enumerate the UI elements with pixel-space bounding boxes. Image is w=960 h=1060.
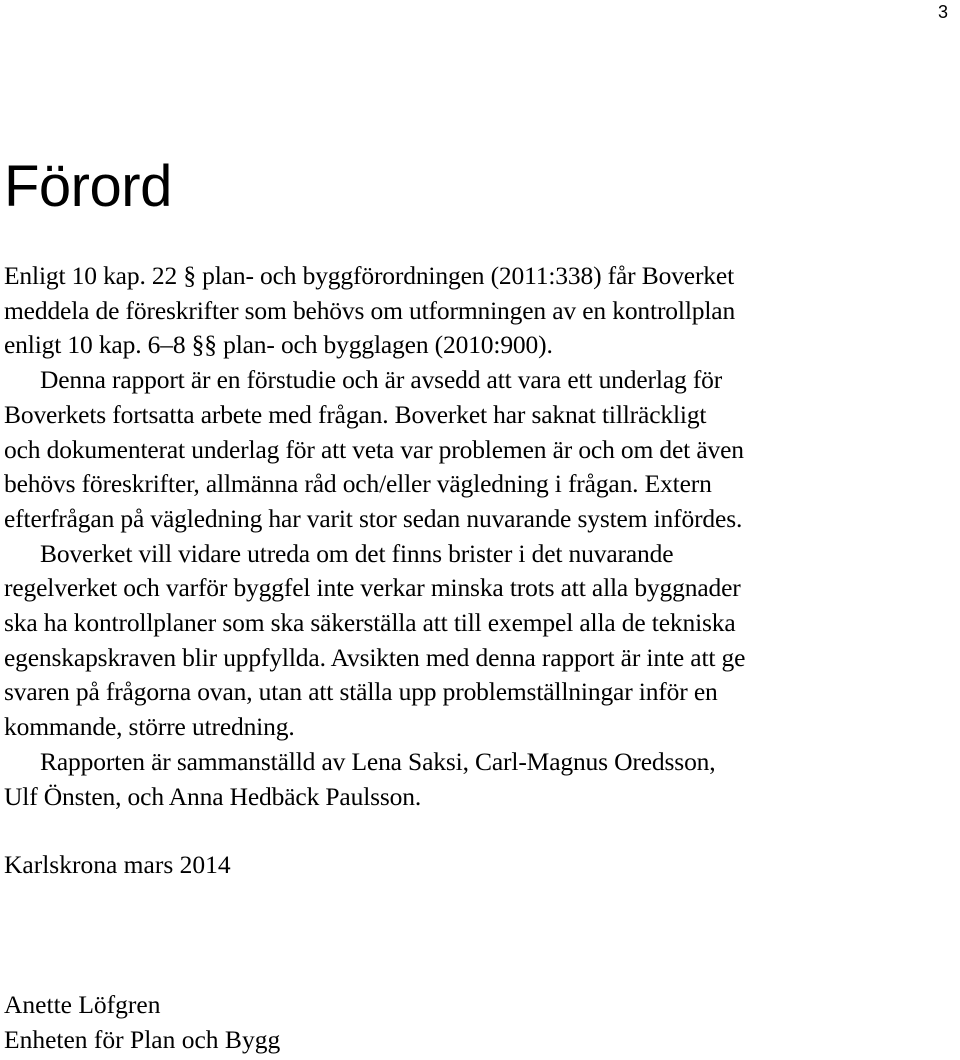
foreword-body: [4, 259, 904, 814]
text-line: Boverket vill vidare utreda om det finns brister i det nuvarande: [40, 538, 674, 568]
page-number: 3: [937, 2, 948, 22]
text-line: egenskapskraven blir uppfyllda. Avsikten med denna rapport är inte att ge: [4, 642, 746, 672]
text-line: och dokumenterat underlag för att veta var problemen är och om det även: [4, 434, 744, 464]
text-line: meddela de föreskrifter som behövs om utformningen av en kontrollplan: [4, 295, 736, 325]
text-line: kommande, större utredning.: [4, 712, 295, 742]
place-date: Karlskrona mars 2014: [4, 850, 231, 879]
paragraph-2: [4, 363, 904, 537]
text-line: enligt 10 kap. 6–8 §§ plan- och bygglagen (2010:900).: [4, 330, 553, 360]
text-line: Ulf Önsten, och Anna Hedbäck Paulsson.: [4, 781, 422, 811]
paragraph-1: [4, 259, 904, 363]
text-line: Rapporten är sammanställd av Lena Saksi, Carl-Magnus Oredsson,: [40, 746, 716, 776]
text-line: Enligt 10 kap. 22 § plan- och byggförordningen (2011:338) får Boverket: [4, 261, 735, 290]
text-line: Denna rapport är en förstudie och är avsedd att vara ett underlag för: [40, 365, 723, 395]
text-line: ska ha kontrollplaner som ska säkerställa att till exempel alla de tekniska: [4, 608, 736, 638]
page-title: Förord: [4, 154, 172, 219]
text-line: Boverkets fortsatta arbete med frågan. Boverket har saknat tillräckligt: [4, 399, 707, 429]
paragraph-3: [4, 537, 904, 745]
signature-unit: Enheten för Plan och Bygg: [4, 1024, 281, 1054]
paragraph-4: [4, 745, 904, 814]
signature-name: Anette Löfgren: [4, 990, 161, 1019]
text-line: regelverket och varför byggfel inte verkar minska trots att alla byggnader: [4, 573, 741, 603]
signature-block: [4, 988, 280, 1057]
text-line: behövs föreskrifter, allmänna råd och/eller vägledning i frågan. Extern: [4, 469, 712, 499]
text-line: svaren på frågorna ovan, utan att ställa upp problemställningar inför en: [4, 677, 718, 707]
text-line: efterfrågan på vägledning har varit stor sedan nuvarande system infördes.: [4, 503, 743, 533]
